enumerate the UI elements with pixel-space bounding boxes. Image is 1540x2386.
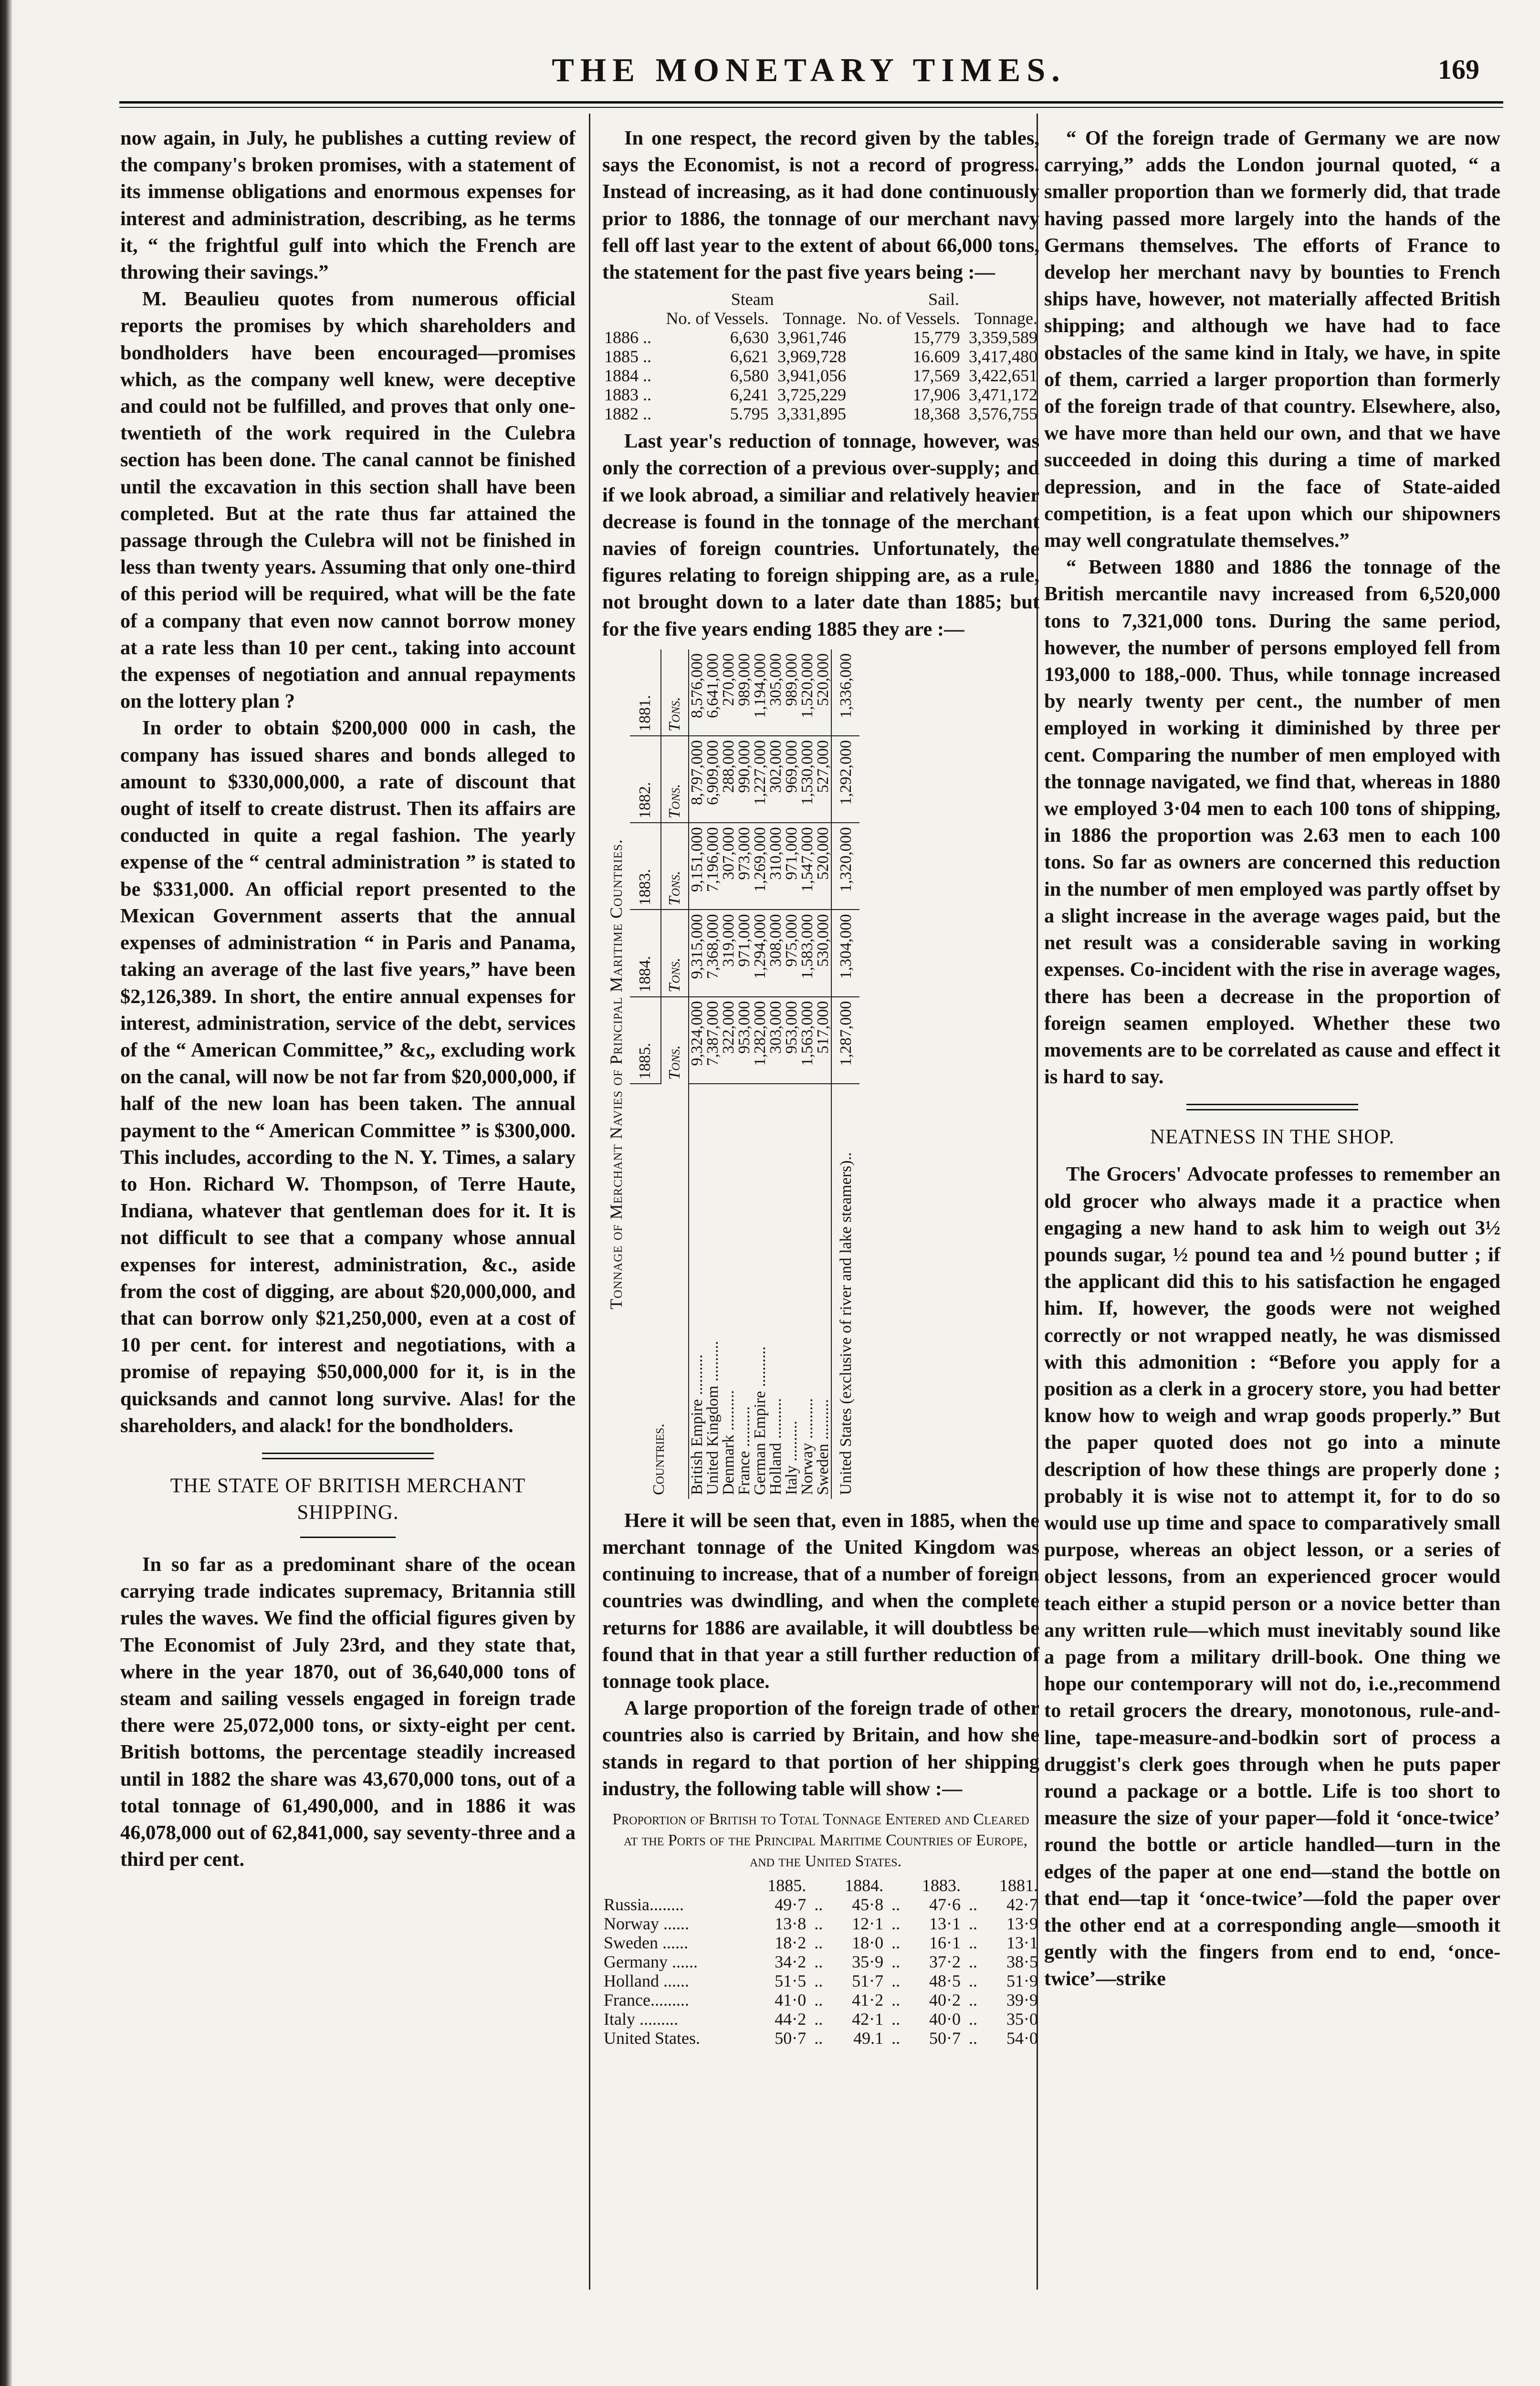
table-cell: 270,000 xyxy=(721,649,736,736)
table-cell: 13·8 xyxy=(775,1914,807,1934)
unit-header: Tons. xyxy=(661,823,689,910)
table-row xyxy=(799,649,815,1499)
table-cell: 8,797,000 xyxy=(689,736,705,823)
table-cell: 9,315,000 xyxy=(689,910,705,996)
table-cell: .. xyxy=(814,2009,823,2029)
table-cell: .. xyxy=(969,2009,978,2029)
table-row xyxy=(602,404,1039,423)
table-cell: 1,194,000 xyxy=(752,649,768,736)
paragraph: “ Of the foreign trade of Germany we are now carrying,” adds the London journal quoted, “ a smaller proportion than we formerly did, that trade having passed more largely into the hands of the Germans themselves. The efforts of France to develop her merchant navy by bounties to French ships have, however, not materially affected British shipping; and although we have had to face obstacles of the same kind in Italy, we have, in spite of them, carried a larger proportion than formerly of the foreign trade of that country. Elsewhere, also, we have more than held our own, and that we have succeeded in doing this during a time of marked depression, and in the face of State-aided competition, is a feat upon which our shipowners may well congratulate themselves.” xyxy=(1044,127,1500,552)
year-header: 1884. xyxy=(630,910,661,996)
table-row xyxy=(602,2029,1039,2048)
paragraph: “ Between 1880 and 1886 the tonnage of the British mercantile navy increased from 6,520,000 tons to 7,321,000 tons. During the same period, however, the number of persons employed fell from 193,000 to 188,-000. Thus, while tonnage increased by nearly twenty per cent., the number of men employed in working it diminished by three per cent. Comparing the number of men employed with the tonnage navigated, we find that, whereas in 1880 we employed 3·04 men to each 100 tons of shipping, in 1886 the proportion was 2.63 men to each 100 tons. So far as owners are concerned this reduction in the number of men employed was partly offset by a slight increase in the average wages paid, but the net result was a considerable saving in working expenses. Co-incident with the rise in average wages, there has been a decrease in the proportion of foreign seamen employed. Whether these two movements are to be correlated as cause and effect it is hard to say. xyxy=(1044,556,1500,1088)
table-cell: 3,422,651 xyxy=(969,366,1037,386)
table-cell: 1,294,000 xyxy=(752,910,768,996)
year-header: 1882. xyxy=(630,736,661,823)
table-cell: 530,000 xyxy=(815,910,831,996)
steam-sail-table xyxy=(602,290,1039,423)
table-cell: 16.609 xyxy=(912,347,960,366)
table-row xyxy=(602,1971,1039,1990)
table-cell: 40·2 xyxy=(929,1990,961,2010)
unit-header: Tons. xyxy=(661,910,689,996)
table-row xyxy=(602,328,1039,347)
countries-header: Countries. xyxy=(630,1084,689,1499)
year-header: 1885. xyxy=(630,996,661,1083)
table-caption: Tonnage of Merchant Navies of Principal Maritime Countries. xyxy=(607,839,626,1309)
table-cell: .. xyxy=(891,1971,901,1991)
section-rule xyxy=(262,1453,434,1459)
table-row xyxy=(602,1990,1039,2009)
table-cell: 17,906 xyxy=(912,385,960,405)
table-cell: .. xyxy=(891,1914,901,1934)
table-cell: 50·7 xyxy=(775,2029,807,2048)
table-cell: 1,547,000 xyxy=(799,823,815,910)
table-row xyxy=(815,649,831,1499)
table-cell: 1,530,000 xyxy=(799,736,815,823)
article-heading: THE STATE OF BRITISH MERCHANT SHIPPING. xyxy=(170,1474,526,1524)
table-cell: 527,000 xyxy=(815,736,831,823)
table-cell: 3,331,895 xyxy=(777,404,847,424)
table-cell: 3,969,728 xyxy=(777,347,847,366)
table-cell: 971,000 xyxy=(784,823,799,910)
table-cell: 18·2 xyxy=(775,1933,807,1953)
article-heading: NEATNESS IN THE SHOP. xyxy=(1150,1126,1395,1149)
table-cell: 3,961,746 xyxy=(777,328,847,347)
table-cell: 3,576,755 xyxy=(969,404,1037,424)
table-cell: 953,000 xyxy=(736,996,752,1083)
table-cell: 49.1 xyxy=(853,2029,884,2048)
page-binding-edge xyxy=(0,0,12,2386)
table-row xyxy=(602,1914,1039,1933)
table-cell: 6,909,000 xyxy=(705,736,721,823)
table-cell: .. xyxy=(814,1971,823,1991)
table-cell: 6,630 xyxy=(730,328,769,347)
group-header: Sail. xyxy=(928,290,960,309)
paragraph: In one respect, the record given by the tables, says the Economist, is not a record of progress. Instead of increasing, as it had done continuously prior to 1886, the tonnage of our merchant navy fell off last year to the extent of about 66,000 tons, the statement for the past five years being :— xyxy=(602,127,1039,284)
table-cell: 35·9 xyxy=(852,1952,884,1972)
table-cell: 9,324,000 xyxy=(689,996,705,1083)
row-label: Russia........ xyxy=(604,1895,684,1915)
navy-tonnage-table xyxy=(630,649,859,1499)
table-cell: 989,000 xyxy=(736,649,752,736)
paragraph: The Grocers' Advocate professes to remember an old grocer who always made it a practice when engaging a new hand to ask him to weigh out 3½ pounds sugar, ½ pound tea and ½ pound butter ; if the applicant did this to his satisfaction he engaged him. If, however, the goods were not weighed correctly or not wrapped neatly, he was dismissed with this admonition : “Before you apply for a position as a clerk in a grocery store, you had better know how to weigh and wrap goods properly.” But the paper quoted does not go into a minute description of how these things are properly done ; probably it is wise not to attempt it, for to do so would use up time and space to comparatively small purpose, whereas an object lesson, or a series of object lessons, from an experienced grocer would teach either a stupid person or a novice better than any written rule—which must inevitably sound like a page from a military drill-book. One thing we hope our contemporary will not do, i.e.,recommend to retail grocers the dreary, monotonous, rule-and-line, tape-measure-and-bodkin sort of process a druggist's clerk goes through when he puts paper round a package or a bottle. Life is too short to measure the size of your paper—fold it ‘once-twice’ round the bottle or article handled—turn in the edges of the paper at one end—stand the bottle on that end—tap it ‘once-twice’—fold the paper over the other end at a corresponding angle—smooth it gently with the fingers from end to end, ‘once-twice’—strike xyxy=(1044,1163,1500,1990)
paragraph: In so far as a predominant share of the ocean carrying trade indicates supremacy, Britannia still rules the waves. We find the official figures given by The Economist of July 23rd, and they state that, where in the year 1870, out of 36,640,000 tons of steam and sailing vessels engaged in foreign trade there were 25,072,000 tons, or sixty-eight per cent. British bottoms, the percentage steadily increased until in 1882 the share was 43,670,000 tons, out of a total tonnage of 61,490,000, and in 1886 it was 46,078,000 out of 62,841,000, say seventy-three and a third per cent. xyxy=(120,1553,576,1871)
row-label: Denmark .......... xyxy=(720,1390,738,1495)
table-cell: .. xyxy=(891,1933,901,1953)
table-cell: 990,000 xyxy=(736,736,752,823)
row-label: Sweden ...... xyxy=(604,1933,688,1953)
table-cell: 288,000 xyxy=(721,736,736,823)
table-cell: 34·2 xyxy=(775,1952,807,1972)
table-row xyxy=(602,366,1039,385)
table-cell: .. xyxy=(891,2029,901,2048)
table-row xyxy=(602,1895,1039,1914)
row-label: 1884 .. xyxy=(604,366,651,386)
paragraph: now again, in July, he publishes a cutting review of the company's broken promises, with a statement of its immense obligations and enormous expenses for interest and administration, describing, as he terms it, “ the frightful gulf into which the French are throwing their savings.” xyxy=(120,127,576,284)
table-cell: 45·8 xyxy=(852,1895,884,1915)
row-label: Holland .......... xyxy=(767,1398,785,1495)
table-cell: 41·0 xyxy=(775,1990,807,2010)
table-cell: 41·2 xyxy=(852,1990,884,2010)
table-cell: 42·1 xyxy=(852,2009,884,2029)
table-cell: 39·9 xyxy=(1006,1990,1038,2010)
table-cell: 17,569 xyxy=(912,366,960,386)
table-cell: 47·6 xyxy=(929,1895,961,1915)
row-label: 1886 .. xyxy=(604,328,651,347)
table-cell: 40·0 xyxy=(929,2009,961,2029)
table-cell: 302,000 xyxy=(768,736,784,823)
paragraph: Here it will be seen that, even in 1885, when the merchant tonnage of the United Kingdom was continuing to increase, that of a number of foreign countries was dwindling, and when the complete returns for 1886 are available, it will doubtless be found that in that year a still further reduction of tonnage took place. xyxy=(602,1509,1039,1693)
table-cell: .. xyxy=(814,1952,823,1972)
table-cell: 308,000 xyxy=(768,910,784,996)
paragraph: Last year's reduction of tonnage, however, was only the correction of a previous over-supply; and if we look abroad, a similiar and relatively heavier decrease is found in the tonnage of the merchant navies of foreign countries. Unfortunately, the figures relating to foreign shipping are, as a rule, not brought down to a later date than 1885; but for the five years ending 1885 they are :— xyxy=(602,430,1039,640)
table-cell: .. xyxy=(969,2029,978,2048)
table-cell: 51·5 xyxy=(775,1971,807,1991)
table-cell: 6,241 xyxy=(730,385,769,405)
table-cell: 51·7 xyxy=(852,1971,884,1991)
table-row xyxy=(602,1952,1039,1971)
column-header: No. of Vessels. xyxy=(666,309,769,328)
table-cell: 42·7 xyxy=(1006,1895,1038,1915)
group-header: Steam xyxy=(731,290,774,309)
table-cell: 1,520,000 xyxy=(799,649,815,736)
table-cell: .. xyxy=(969,1952,978,1972)
table-row xyxy=(602,385,1039,404)
table-row xyxy=(736,649,752,1499)
row-label: Holland ...... xyxy=(604,1971,689,1991)
unit-header: Tons. xyxy=(661,736,689,823)
table-cell: 307,000 xyxy=(721,823,736,910)
year-header: 1881. xyxy=(999,1876,1038,1895)
row-label: Germany ...... xyxy=(604,1952,698,1972)
year-header: 1883. xyxy=(630,823,661,910)
proportion-table xyxy=(602,1876,1039,2048)
masthead xyxy=(119,52,1498,90)
table-cell: .. xyxy=(814,2029,823,2048)
table-cell: 3,417,480 xyxy=(969,347,1037,366)
row-label: Norway ...... xyxy=(604,1914,689,1934)
table-row xyxy=(784,649,799,1499)
journal-title: THE MONETARY TIMES. xyxy=(552,52,1066,89)
table-cell: 1,282,000 xyxy=(752,996,768,1083)
table-cell: 35·0 xyxy=(1006,2009,1038,2029)
year-header: 1881. xyxy=(630,649,661,736)
table-cell: .. xyxy=(969,1895,978,1915)
table-row xyxy=(602,1933,1039,1952)
column-header: No. of Vessels. xyxy=(857,309,960,328)
table-cell: 1,287,000 xyxy=(831,996,859,1083)
table-cell: .. xyxy=(969,1971,978,1991)
table-cell: 16·1 xyxy=(929,1933,961,1953)
table-row xyxy=(831,649,859,1499)
row-label: 1883 .. xyxy=(604,385,651,405)
table-cell: 1,320,000 xyxy=(831,823,859,910)
row-label: Italy .......... xyxy=(783,1421,801,1495)
table-cell: .. xyxy=(891,1990,901,2010)
table-cell: 969,000 xyxy=(784,736,799,823)
table-cell: 12·1 xyxy=(852,1914,884,1934)
year-header: 1884. xyxy=(845,1876,884,1895)
paragraph: M. Beaulieu quotes from numerous official reports the promises by which shareholders and bondholders have been encouraged—promises which, as the company well knew, were deceptive and could not be fulfilled, and proves that only one-twentieth of the work required in the Culebra section has been done. The canal cannot be finished until the excavation in this section shall have been completed. But at the rate thus far attained the passage through the Culebra will not be finished in less than twenty years. Assuming that only one-third of this period will be required, what will be the fate of a company that even now cannot borrow money at a rate less than 10 per cent., taking into account the expenses of negotiation and annual repayments on the lottery plan ? xyxy=(120,288,576,713)
heading-rule xyxy=(300,1537,396,1538)
table-cell: .. xyxy=(891,2009,901,2029)
table-cell: 973,000 xyxy=(736,823,752,910)
table-cell: 18·0 xyxy=(852,1933,884,1953)
table-cell: .. xyxy=(969,1990,978,2010)
table-cell: 37·2 xyxy=(929,1952,961,1972)
table-cell: 3,471,172 xyxy=(969,385,1037,405)
section-rule xyxy=(1186,1104,1358,1110)
table-cell: 3,359,589 xyxy=(969,328,1037,347)
table-cell: 51·9 xyxy=(1006,1971,1038,1991)
navy-table-rotated xyxy=(602,649,1039,1499)
column-header: Tonnage. xyxy=(974,309,1037,328)
table-cell: 6,641,000 xyxy=(705,649,721,736)
table-cell: .. xyxy=(814,1990,823,2010)
row-label: 1885 .. xyxy=(604,347,651,366)
paragraph: In order to obtain $200,000 000 in cash, the company has issued shares and bonds alleged to amount to $330,000,000, a rate of discount that ought of itself to create distrust. Then its affairs are conducted in quite a regal fashion. The yearly expense of the “ central administration ” is stated to be $331,000. An official report presented to the Mexican Government asserts that the annual expenses of administration “ in Paris and Panama, taking an average of the last five years,” have been $2,126,389. In short, the entire annual expenses for interest, administration, service of the debt, services of the “ American Committee,” &c,, excluding work on the canal, will now be not far from $20,000,000, if half of the new loan has been taken. The annual payment to the “ American Committee ” is $300,000. This includes, according to the N. Y. Times, a salary to Hon. Richard W. Thompson, of Terre Haute, Indiana, whatever that gentleman does for it. It is not difficult to see that a company whose annual expenses for interest, administration, &c., aside from the cost of digging, are about $20,000,000, and that can borrow only $21,250,000, even at a cost of 10 per cent. for interest and negotiations, with a promise of repaying $50,000,000 for it, is in the quicksands and cannot long survive. Alas! for the shareholders, and alack! for the bondholders. xyxy=(120,717,576,1437)
table-cell: .. xyxy=(891,1952,901,1972)
table-cell: 5.795 xyxy=(730,404,769,424)
table-cell: 7,387,000 xyxy=(705,996,721,1083)
table-caption: Proportion of British to Total Tonnage Entered and Cleared at the Ports of the Principal Maritime Countries of Europe, and the United States. xyxy=(612,1810,1029,1871)
table-cell: 44·2 xyxy=(775,2009,807,2029)
table-cell: 7,196,000 xyxy=(705,823,721,910)
row-label: Sweden .......... xyxy=(814,1399,832,1495)
table-cell: 517,000 xyxy=(815,996,831,1083)
table-cell: 3,941,056 xyxy=(777,366,847,386)
row-label: France......... xyxy=(604,1990,689,2010)
table-cell: 1,563,000 xyxy=(799,996,815,1083)
unit-header: Tons. xyxy=(661,996,689,1083)
table-cell: 1,292,000 xyxy=(831,736,859,823)
table-cell: 7,368,000 xyxy=(705,910,721,996)
table-cell: 520,000 xyxy=(815,649,831,736)
table-cell: 322,000 xyxy=(721,996,736,1083)
table-cell: 49·7 xyxy=(775,1895,807,1915)
row-label: France .......... xyxy=(735,1406,754,1495)
year-header: 1883. xyxy=(922,1876,961,1895)
table-cell: 1,269,000 xyxy=(752,823,768,910)
table-cell: 13·9 xyxy=(1006,1914,1038,1934)
row-label: 1882 .. xyxy=(604,404,651,424)
row-label: United Kingdom .......... xyxy=(704,1340,722,1495)
row-label: German Empire .......... xyxy=(751,1346,769,1495)
column-divider xyxy=(589,114,590,2290)
table-cell: 305,000 xyxy=(768,649,784,736)
table-cell: 50·7 xyxy=(929,2029,961,2048)
table-cell: 13·1 xyxy=(929,1914,961,1934)
table-cell: 520,000 xyxy=(815,823,831,910)
table-row xyxy=(768,649,784,1499)
table-row xyxy=(705,649,721,1499)
column-3 xyxy=(1044,125,1500,1993)
table-cell: 303,000 xyxy=(768,996,784,1083)
table-row xyxy=(721,649,736,1499)
table-cell: 1,227,000 xyxy=(752,736,768,823)
table-cell: 319,000 xyxy=(721,910,736,996)
table-cell: 18,368 xyxy=(912,404,960,424)
row-label: United States (exclusive of river and lake steamers).. xyxy=(831,1084,859,1499)
table-cell: 1,583,000 xyxy=(799,910,815,996)
table-cell: 971,000 xyxy=(736,910,752,996)
table-cell: 975,000 xyxy=(784,910,799,996)
table-cell: 3,725,229 xyxy=(777,385,847,405)
table-cell: .. xyxy=(891,1895,901,1915)
table-row xyxy=(689,649,705,1499)
masthead-rule xyxy=(119,101,1503,108)
table-cell: 6,621 xyxy=(730,347,769,366)
table-cell: .. xyxy=(814,1895,823,1915)
table-row xyxy=(602,2009,1039,2029)
table-cell: .. xyxy=(814,1914,823,1934)
row-label: United States. xyxy=(604,2029,700,2048)
paragraph: A large proportion of the foreign trade of other countries also is carried by Britain, and how she stands in regard to that portion of her shipping industry, the following table will show :— xyxy=(602,1697,1039,1800)
table-cell: 38·5 xyxy=(1006,1952,1038,1972)
table-cell: 989,000 xyxy=(784,649,799,736)
table-cell: 953,000 xyxy=(784,996,799,1083)
column-header: Tonnage. xyxy=(783,309,847,328)
row-label: British Empire .......... xyxy=(688,1354,706,1495)
row-label: Norway .......... xyxy=(798,1398,817,1495)
table-cell: .. xyxy=(969,1914,978,1934)
column-1 xyxy=(120,125,576,1873)
table-cell: 15,779 xyxy=(912,328,960,347)
table-cell: 6,580 xyxy=(730,366,769,386)
row-label: Italy ......... xyxy=(604,2009,678,2029)
table-cell: 8,576,000 xyxy=(689,649,705,736)
table-cell: 9,151,000 xyxy=(689,823,705,910)
column-2 xyxy=(602,125,1039,2050)
table-row xyxy=(602,347,1039,366)
table-cell: 13·1 xyxy=(1006,1933,1038,1953)
table-row xyxy=(752,649,768,1499)
table-cell: .. xyxy=(969,1933,978,1953)
table-cell: 1,336,000 xyxy=(831,649,859,736)
table-cell: 48·5 xyxy=(929,1971,961,1991)
table-cell: 310,000 xyxy=(768,823,784,910)
table-cell: .. xyxy=(814,1933,823,1953)
page-number: 169 xyxy=(1438,54,1479,85)
table-cell: 1,304,000 xyxy=(831,910,859,996)
table-cell: 54·0 xyxy=(1006,2029,1038,2048)
unit-header: Tons. xyxy=(661,649,689,736)
year-header: 1885. xyxy=(767,1876,807,1895)
